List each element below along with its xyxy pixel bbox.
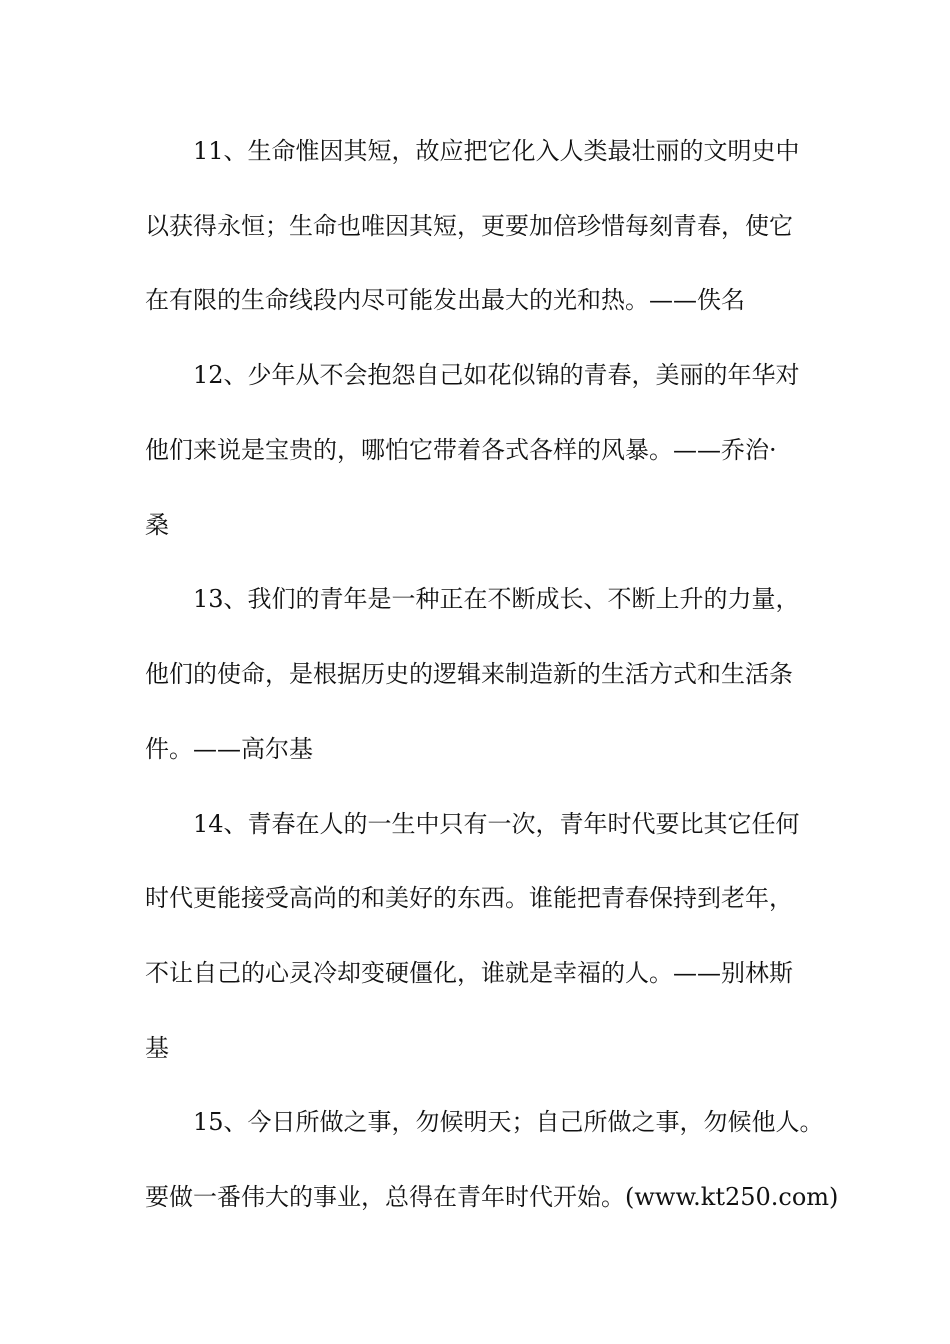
paragraph-13-line-1: 13、我们的青年是一种正在不断成长、不断上升的力量， (193, 585, 800, 613)
paragraph-15-line-2: 要做一番伟大的事业，总得在青年时代开始。(www.kt250.com) (145, 1183, 839, 1211)
paragraph-12-line-1: 12、少年从不会抱怨自己如花似锦的青春，美丽的年华对 (193, 361, 800, 389)
paragraph-15-line-1: 15、今日所做之事，勿候明天；自己所做之事，勿候他人。 (193, 1108, 824, 1136)
paragraph-14-line-4: 基 (145, 1034, 169, 1062)
paragraph-11-line-3: 在有限的生命线段内尽可能发出最大的光和热。——佚名 (145, 286, 745, 314)
paragraph-14-line-1: 14、青春在人的一生中只有一次，青年时代要比其它任何 (193, 810, 800, 838)
paragraph-12-line-2: 他们来说是宝贵的，哪怕它带着各式各样的风暴。——乔治· (145, 436, 777, 464)
paragraph-13-line-3: 件。——高尔基 (145, 735, 313, 763)
paragraph-13-line-2: 他们的使命，是根据历史的逻辑来制造新的生活方式和生活条 (145, 660, 793, 688)
paragraph-11-line-1: 11、生命惟因其短，故应把它化入人类最壮丽的文明史中 (193, 137, 800, 165)
paragraph-11-line-2: 以获得永恒；生命也唯因其短，更要加倍珍惜每刻青春，使它 (145, 212, 793, 240)
paragraph-14-line-2: 时代更能接受高尚的和美好的东西。谁能把青春保持到老年， (145, 884, 793, 912)
paragraph-14-line-3: 不让自己的心灵冷却变硬僵化，谁就是幸福的人。——别林斯 (145, 959, 793, 987)
paragraph-12-line-3: 桑 (145, 511, 169, 539)
